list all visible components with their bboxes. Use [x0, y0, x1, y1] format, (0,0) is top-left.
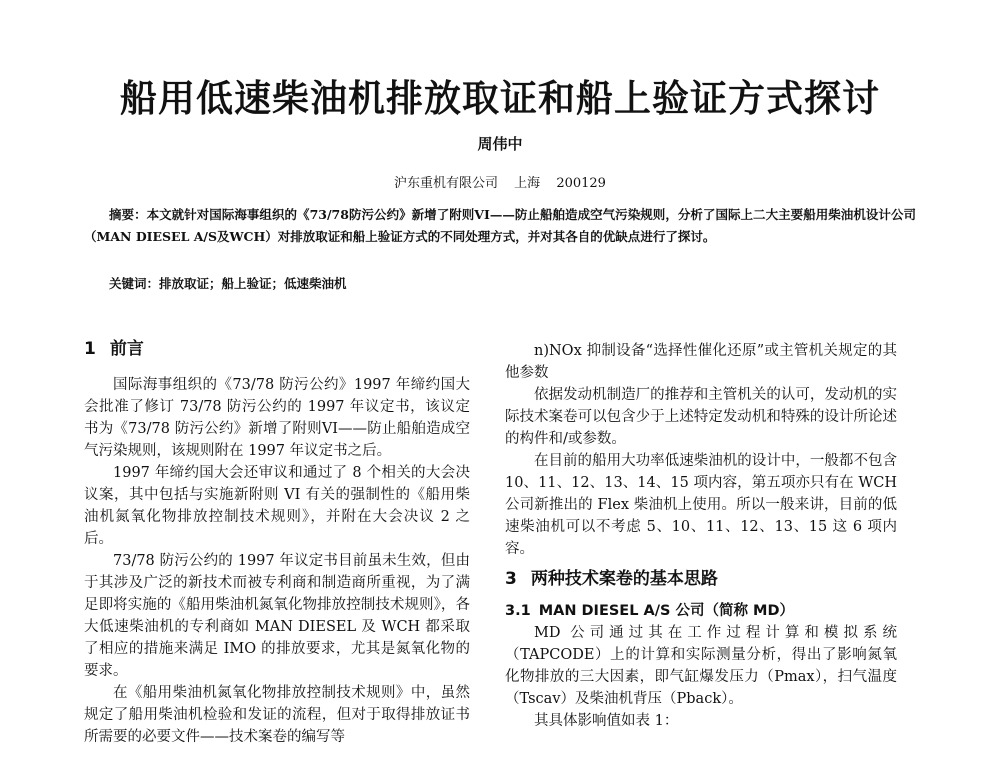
section-3-1-title: MAN DIESEL A/S 公司（简称 MD） [538, 603, 795, 619]
right-paragraph-5: 其具体影响值如表 1： [534, 713, 679, 729]
section-1-heading [84, 338, 470, 360]
section-1-title: 前言 [109, 339, 144, 359]
affiliation-city: 上海 [514, 176, 541, 191]
section-3-title: 两种技术案卷的基本思路 [530, 569, 718, 589]
right-paragraph-4: MD 公司通过其在工作过程计算和模拟系统（TAPCODE）上的计算和实际测量分析，得出了影响氮氧化物排放的三大因素，即气缸爆发压力（Pmax），扫气温度（Tscav）及柴油机背压（Pback）。 [505, 625, 897, 707]
section-1-number: 1 [84, 339, 96, 359]
section-1-paragraph-2: 1997 年缔约国大会还审议和通过了 8 个相关的大会决议案，其中包括与实施新附则 VI 有关的强制性的《船用柴油机氮氧化物排放控制技术规则》，并附在大会决议 2 之后。 [84, 465, 470, 547]
section-3-heading [505, 568, 897, 590]
affiliation-postcode: 200129 [556, 176, 606, 191]
section-3-1-heading [505, 600, 897, 622]
left-column [84, 338, 470, 748]
section-1-paragraph-4: 在《船用柴油机氮氧化物排放控制技术规则》中，虽然规定了船用柴油机检验和发证的流程，但对于取得排放证书所需要的必要文件——技术案卷的编写等 [84, 685, 470, 745]
paper-title: 船用低速柴油机排放取证和船上验证方式探讨 [120, 77, 880, 120]
right-paragraph-1: n)NOx 抑制设备“选择性催化还原”或主管机关规定的其他参数 [505, 343, 897, 381]
right-column [505, 340, 897, 732]
right-paragraph-2: 依据发动机制造厂的推荐和主管机关的认可，发动机的实际技术案卷可以包含少于上述特定发动机和特殊的设计所论述的构件和/或参数。 [505, 387, 897, 447]
section-1-paragraph-1: 国际海事组织的《73/78 防污公约》1997 年缔约国大会批准了修订 73/78 防污公约的 1997 年议定书，该议定书为《73/78 防污公约》新增了附则VI——防止船舶造成空气污染规则，该规则附在 1997 年议定书之后。 [84, 377, 470, 459]
right-paragraph-3: 在目前的船用大功率低速柴油机的设计中，一般都不包含 10、11、12、13、14、15 项内容，第五项亦只有在 WCH 公司新推出的 Flex 柴油机上使用。所以一般来讲，目前的低速柴油机可以不考虑 5、10、11、12、13、15 这 6 项内容。 [505, 453, 897, 557]
keywords [84, 274, 916, 292]
keywords-label: 关键词： [109, 276, 160, 291]
section-1-paragraph-3: 73/78 防污公约的 1997 年议定书目前虽未生效，但由于其涉及广泛的新技术而被专利商和制造商所重视，为了满足即将实施的《船用柴油机氮氧化物排放控制技术规则》，各大低速柴油机的专利商如 MAN DIESEL 及 WCH 都采取了相应的措施来满足 IMO 的排放要求，尤其是氮氧化物的要求。 [84, 553, 470, 679]
abstract-label: 摘要： [109, 207, 147, 222]
keywords-text: 排放取证；船上验证；低速柴油机 [159, 276, 347, 291]
section-3-1-number: 3.1 [505, 603, 531, 619]
affiliation-org: 沪东重机有限公司 [394, 176, 499, 191]
section-3-number: 3 [505, 569, 517, 589]
abstract [84, 204, 916, 247]
abstract-text: 本文就针对国际海事组织的《73/78防污公约》新增了附则VI——防止船舶造成空气污染规则，分析了国际上二大主要船用柴油机设计公司（MAN DIESEL A/S及WCH）对排放取证和船上验证方式的不同处理方式，并对其各自的优缺点进行了探讨。 [84, 207, 916, 244]
author-name: 周伟中 [477, 135, 523, 153]
affiliation [0, 172, 1000, 191]
